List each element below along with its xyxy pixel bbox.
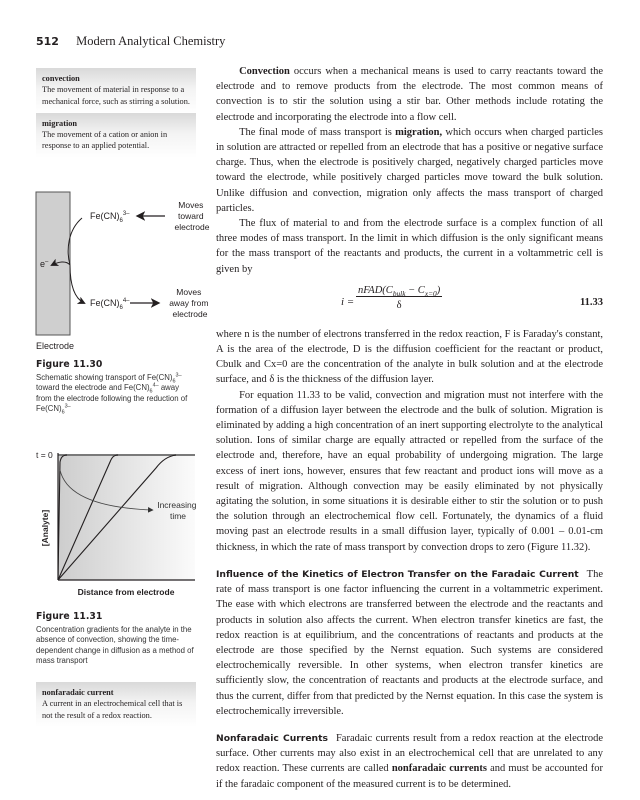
paragraph-flux: The flux of material to and from the electrode surface is a complex function of all three modes of mass transport. In the limit in which diffusion is the only significant means for the mass transport of the reactants and products, the current in a voltammetric cell is given by — [216, 218, 603, 275]
paragraph-text: Faradaic currents result from a redox reaction at the electrode surface. Other currents may also exist in an electrochemical cell that are unrelated to any redox reaction. These currents are called — [216, 732, 603, 775]
equation-numerator: $nFAD(C_{bulk} - C_{x=0})$ — [358, 284, 441, 298]
caption-text: away from the electrode following the reduction of Fe(CN) — [36, 383, 188, 414]
section-nonfaradaic — [216, 731, 603, 792]
increasing-time-label: Increasing time — [157, 500, 197, 521]
margin-glossary-top — [36, 68, 196, 158]
caption-sub: 6 — [172, 378, 176, 385]
key-term: migration, — [395, 126, 443, 138]
figure-11-30-caption — [36, 360, 196, 415]
glossary-term: migration — [42, 118, 78, 128]
caption-text: Concentration gradients for the analyte in the absence of convection, showing the time-dependent change in diffusion as a method of mass transport — [36, 624, 194, 666]
paragraph-text: occurs when a mechanical means is used to carry reactants toward the electrode and to remove products from the electrode. The most common means of convection is to stir the solution using a stir bar. Other methods include rotating the electrode and incorporating the electrode into a flow cell. — [216, 66, 603, 123]
glossary-term: nonfaradaic current — [42, 688, 114, 697]
section-heading: Influence of the Kinetics of Electron Transfer on the Faradaic Current — [216, 568, 579, 580]
equation-denominator: δ — [396, 300, 402, 312]
caption-text: Schematic showing transport of Fe(CN) — [36, 372, 173, 382]
equation-lhs: i = — [341, 295, 355, 308]
equation-number: 11.33 — [579, 296, 603, 308]
glossary-definition: A current in an electrochemical cell that is not the result of a redox reaction. — [42, 699, 183, 720]
figure-title: Figure 11.31 — [36, 611, 103, 622]
caption-text: toward the electrode and Fe(CN) — [36, 383, 150, 393]
paragraph-migration — [216, 125, 603, 216]
glossary-entry-convection — [36, 68, 196, 113]
ion-ferricyanide-label: $Fe(CN)_6^{3-}$ — [90, 211, 130, 224]
key-term: nonfaradaic currents — [391, 763, 487, 775]
paragraph-text: and must be accounted for if the faradaic component of the measured current is to be determined. — [216, 763, 603, 790]
electron-label: e– — [40, 259, 49, 269]
margin-glossary-bottom — [36, 682, 196, 727]
section-kinetics — [216, 567, 603, 719]
t0-label: t = 0 — [36, 450, 53, 460]
y-axis-label: [Analyte] — [40, 509, 50, 547]
caption-sup: 3– — [64, 403, 71, 410]
glossary-term: convection — [42, 74, 80, 83]
paragraph-where: where n is the number of electrons transferred in the redox reaction, F is Faraday's constant, A is the area of the electrode, D is the diffusion coefficient for the reactant or product, Cbulk and Cx=0 are the concentration of the analyte in bulk solution and at the electrode surface, and δ is the thickness of the diffusion layer. — [216, 328, 603, 386]
moves-toward-label: Moves toward electrode — [174, 200, 210, 232]
glossary-entry-migration — [36, 113, 196, 158]
x-axis-label: Distance from electrode — [77, 587, 175, 597]
figure-11-31-chart — [30, 448, 205, 608]
equation-11-33 — [216, 283, 603, 323]
paragraph-text: The final mode of mass transport is — [239, 126, 396, 138]
figure-11-31-caption — [36, 612, 196, 667]
figure-11-30-diagram — [30, 190, 210, 340]
ion-ferrocyanide-label: $Fe(CN)_6^{4-}$ — [90, 298, 130, 311]
figure-title: Figure 11.30 — [36, 359, 103, 370]
caption-sup: 3– — [175, 372, 182, 378]
paragraph-text: The rate of mass transport is one factor influencing the current in a voltammetric experiment. The ease with which electrons are transferred between the electrode and the reactants and products in solution also affects the current. When electron transfer kinetics are fast, the redox reaction is at equilibrium, and the concentrations of reactants and products at the electrode are those specified by the Nernst equation. Such systems are considered electrochemically reversible. In other systems, when electron transfer kinetics are sufficiently slow, the concentration of reactants and products at the electrode surface, and thus the current, differ from that predicted by the Nernst equation. In this case the system is electrochemically irreversible. — [216, 568, 603, 717]
paragraph-text: which occurs when charged particles in solution are attracted or repelled from an electrode that has a positive or negative surface charge. Thus, when the electrode is positively charged, negatively charged particles move toward the electrode, while positively charged particles move toward the bulk solution. Unlike diffusion and convection, migration only affects the mass transport of charged particles. — [216, 126, 603, 214]
section-heading: Nonfaradaic Currents — [216, 732, 328, 744]
electrode-label: Electrode — [36, 341, 75, 351]
caption-sup: 4– — [152, 382, 159, 389]
equation-fraction — [356, 283, 442, 313]
caption-sub: 6 — [149, 388, 153, 395]
glossary-definition: The movement of a cation or anion in response to an applied potential. — [42, 130, 168, 151]
caption-sub: 6 — [61, 409, 65, 416]
glossary-entry-nonfaradaic-current — [36, 682, 196, 727]
paragraph-convection — [216, 64, 603, 125]
glossary-definition: The movement of material in response to a mechanical force, such as stirring a solution. — [42, 85, 190, 106]
paragraph-validity: For equation 11.33 to be valid, convection and migration must not interfere with the formation of a diffusion layer between the electrode and the bulk of solution. Migration is eliminated by adding a high concentration of an inert supporting electrolyte to the analytical solution. Ions of similar charge are equally attracted or repelled from the surface of the electrode and, therefore, have an equal probability of undergoing migration. The large excess of inert ions, however, ensures that few reactant and product ions will move as a result of migration. Although convection may be easily eliminated by not physically agitating the solution, in some situations it is desirable either to stir the solution or to push the solution through an electrochemical flow cell. Fortunately, the dynamics of a fluid moving past an electrode results in a small diffusion layer, typically of 0.001 – 0.01-cm thickness, in which the rate of mass transport by convection drops to zero (Figure 11.32). — [216, 389, 603, 553]
main-text-column — [216, 64, 603, 792]
key-term: Convection — [239, 66, 290, 77]
running-header — [36, 34, 225, 49]
page-number: 512 — [36, 35, 59, 48]
book-title: Modern Analytical Chemistry — [76, 34, 226, 48]
moves-away-label: Moves away from electrode — [169, 287, 209, 319]
